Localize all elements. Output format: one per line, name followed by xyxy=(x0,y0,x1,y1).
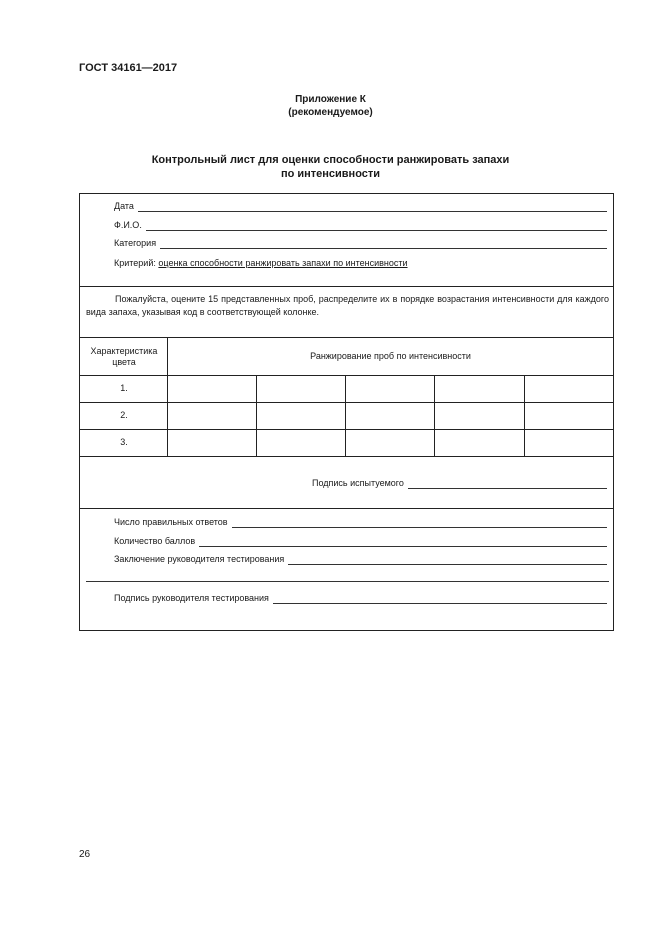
category-field[interactable] xyxy=(114,238,607,249)
table-col2-header: Ранжирование проб по интенсивности xyxy=(310,351,471,361)
instruction-text: Пожалуйста, оцените 15 представленных проб, распределите их в порядке возрастания интенсивности для каждого вида запаха, указывая код в соответствующей колонке. xyxy=(86,294,609,317)
name-label: Ф.И.О. xyxy=(114,220,142,230)
subject-signature-blank[interactable] xyxy=(408,480,607,489)
date-blank[interactable] xyxy=(138,203,607,212)
supervisor-signature-field[interactable] xyxy=(114,593,607,604)
page-number: 26 xyxy=(79,849,91,860)
table-row-label-3: 3. xyxy=(120,437,128,447)
category-label: Категория xyxy=(114,238,157,248)
table-row-divider xyxy=(80,402,613,403)
form-title-line1: Контрольный лист для оценки способности ранжировать запахи xyxy=(151,154,510,166)
name-blank[interactable] xyxy=(146,222,607,231)
form-title-line2: по интенсивности xyxy=(280,168,381,180)
criteria-label: Критерий: xyxy=(114,258,156,268)
checklist-form xyxy=(79,193,614,631)
divider xyxy=(80,456,613,457)
points-blank[interactable] xyxy=(199,538,607,547)
appendix-title: Приложение К xyxy=(295,94,366,105)
correct-answers-blank[interactable] xyxy=(232,519,607,528)
subject-signature-field[interactable] xyxy=(312,478,607,489)
table-cell-divider xyxy=(524,375,525,456)
table-cell-divider xyxy=(434,375,435,456)
table-row-label-1: 1. xyxy=(120,383,128,393)
category-blank[interactable] xyxy=(160,240,607,249)
points-field[interactable] xyxy=(114,536,607,547)
table-row-divider xyxy=(80,375,613,376)
table-col1-header: Характеристика цвета xyxy=(90,346,158,367)
conclusion-blank[interactable] xyxy=(288,556,607,565)
standard-code: ГОСТ 34161—2017 xyxy=(79,62,178,74)
points-label: Количество баллов xyxy=(114,536,196,546)
divider xyxy=(80,508,613,509)
name-field[interactable] xyxy=(114,220,607,231)
divider xyxy=(80,286,613,287)
table-cell-divider xyxy=(256,375,257,456)
criteria-line xyxy=(114,258,408,269)
date-field[interactable] xyxy=(114,201,607,212)
conclusion-label: Заключение руководителя тестирования xyxy=(114,554,285,564)
supervisor-signature-label: Подпись руководителя тестирования xyxy=(114,593,269,603)
subject-signature-label: Подпись испытуемого xyxy=(312,478,404,488)
table-row-label-2: 2. xyxy=(120,410,128,420)
correct-answers-label: Число правильных ответов xyxy=(114,517,228,527)
conclusion-field[interactable] xyxy=(114,554,607,565)
table-row-divider xyxy=(80,429,613,430)
date-label: Дата xyxy=(114,201,134,211)
divider xyxy=(80,337,613,338)
appendix-status: (рекомендуемое) xyxy=(288,107,373,118)
correct-answers-field[interactable] xyxy=(114,517,607,528)
table-cell-divider xyxy=(345,375,346,456)
conclusion-continuation-blank[interactable] xyxy=(86,581,609,582)
criteria-value: оценка способности ранжировать запахи по интенсивности xyxy=(158,258,408,268)
supervisor-signature-blank[interactable] xyxy=(273,595,607,604)
